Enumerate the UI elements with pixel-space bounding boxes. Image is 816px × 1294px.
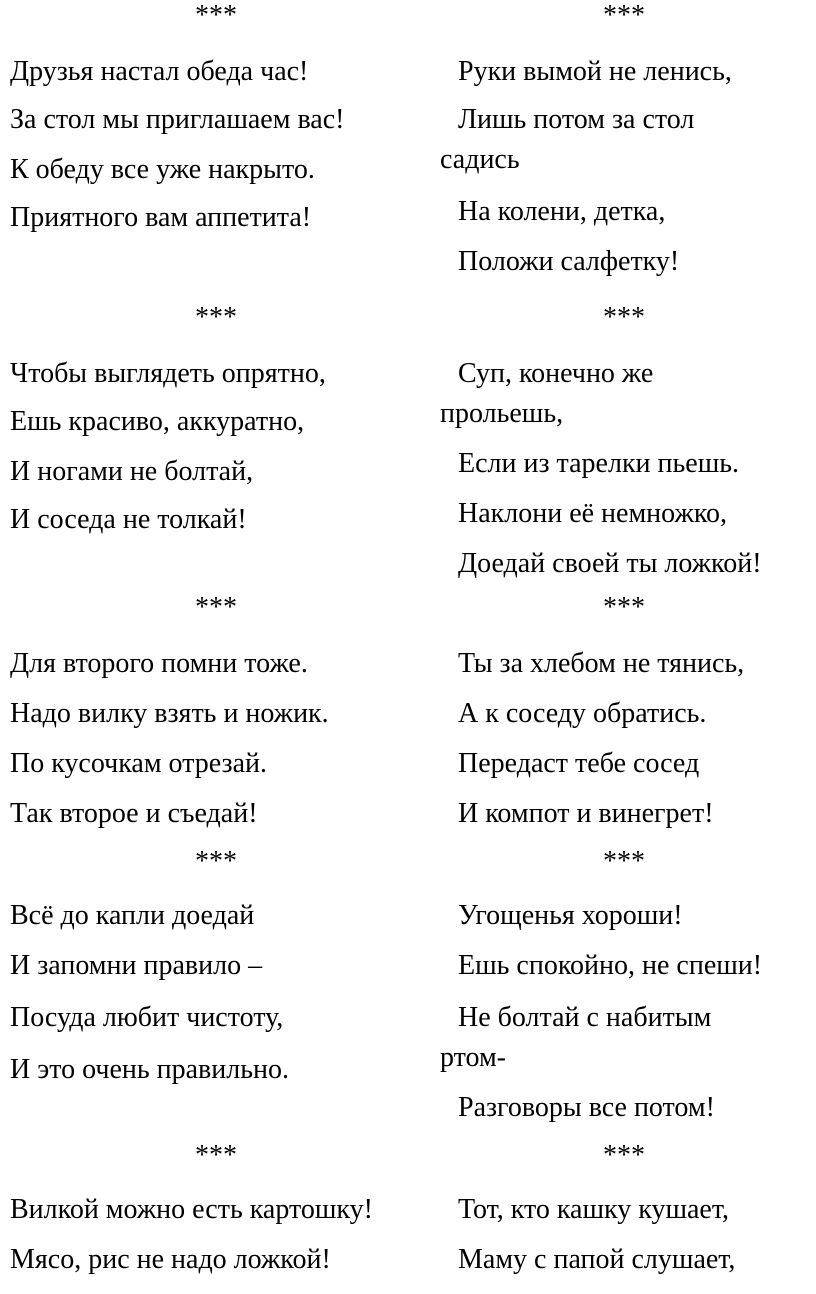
poem-line: садись	[440, 144, 520, 175]
poem-line: Разговоры все потом!	[458, 1092, 715, 1123]
poem-line: И ногами не болтай,	[10, 456, 254, 487]
stanza-separator: ***	[603, 1140, 645, 1171]
poem-line: К обеду все уже накрыто.	[10, 154, 315, 185]
poem-line: Мясо, рис не надо ложкой!	[10, 1244, 331, 1275]
stanza-separator: ***	[195, 592, 237, 623]
stanza-separator: ***	[603, 592, 645, 623]
poem-line: Вилкой можно есть картошку!	[10, 1194, 373, 1225]
poem-line: Доедай своей ты ложкой!	[458, 548, 762, 579]
stanza-separator: ***	[195, 846, 237, 877]
poem-line: Чтобы выглядеть опрятно,	[10, 358, 326, 389]
poem-line: Угощенья хороши!	[458, 900, 683, 931]
poem-line: Для второго помни тоже.	[10, 648, 308, 679]
poem-line: Друзья настал обеда час!	[10, 56, 309, 87]
poem-line: Если из тарелки пьешь.	[458, 448, 740, 479]
poem-line: И компот и винегрет!	[458, 798, 714, 829]
poem-line: прольешь,	[440, 398, 564, 429]
poem-line: Маму с папой слушает,	[458, 1244, 736, 1275]
poem-line: Положи салфетку!	[458, 246, 680, 277]
poem-line: Суп, конечно же	[458, 358, 654, 389]
stanza-separator: ***	[195, 302, 237, 333]
stanza-separator: ***	[603, 0, 645, 31]
poem-line: Лишь потом за стол	[458, 104, 695, 135]
poem-line: Руки вымой не ленись,	[458, 56, 732, 87]
poem-line: Передаст тебе сосед	[458, 748, 700, 779]
poem-line: Ты за хлебом не тянись,	[458, 648, 745, 679]
poem-line: И это очень правильно.	[10, 1054, 289, 1085]
poem-line: Приятного вам аппетита!	[10, 202, 312, 233]
poem-line: Тот, кто кашку кушает,	[458, 1194, 729, 1225]
poem-line: Надо вилку взять и ножик.	[10, 698, 329, 729]
poem-line: И соседа не толкай!	[10, 504, 247, 535]
stanza-separator: ***	[603, 846, 645, 877]
poem-line: ртом-	[440, 1042, 507, 1073]
poem-line: Ешь спокойно, не спеши!	[458, 950, 763, 981]
poem-line: По кусочкам отрезай.	[10, 748, 267, 779]
poem-line: На колени, детка,	[458, 196, 666, 227]
stanza-separator: ***	[195, 0, 237, 31]
poem-line: Посуда любит чистоту,	[10, 1002, 284, 1033]
poem-line: Наклони её немножко,	[458, 498, 727, 529]
poem-line: А к соседу обратись.	[458, 698, 707, 729]
stanza-separator: ***	[603, 302, 645, 333]
stanza-separator: ***	[195, 1140, 237, 1171]
poem-line: Ешь красиво, аккуратно,	[10, 406, 305, 437]
poem-line: За стол мы приглашаем вас!	[10, 104, 345, 135]
poem-line: Так второе и съедай!	[10, 798, 258, 829]
poem-line: Не болтай с набитым	[458, 1002, 712, 1033]
poem-line: И запомни правило –	[10, 950, 263, 981]
poem-line: Всё до капли доедай	[10, 900, 255, 931]
